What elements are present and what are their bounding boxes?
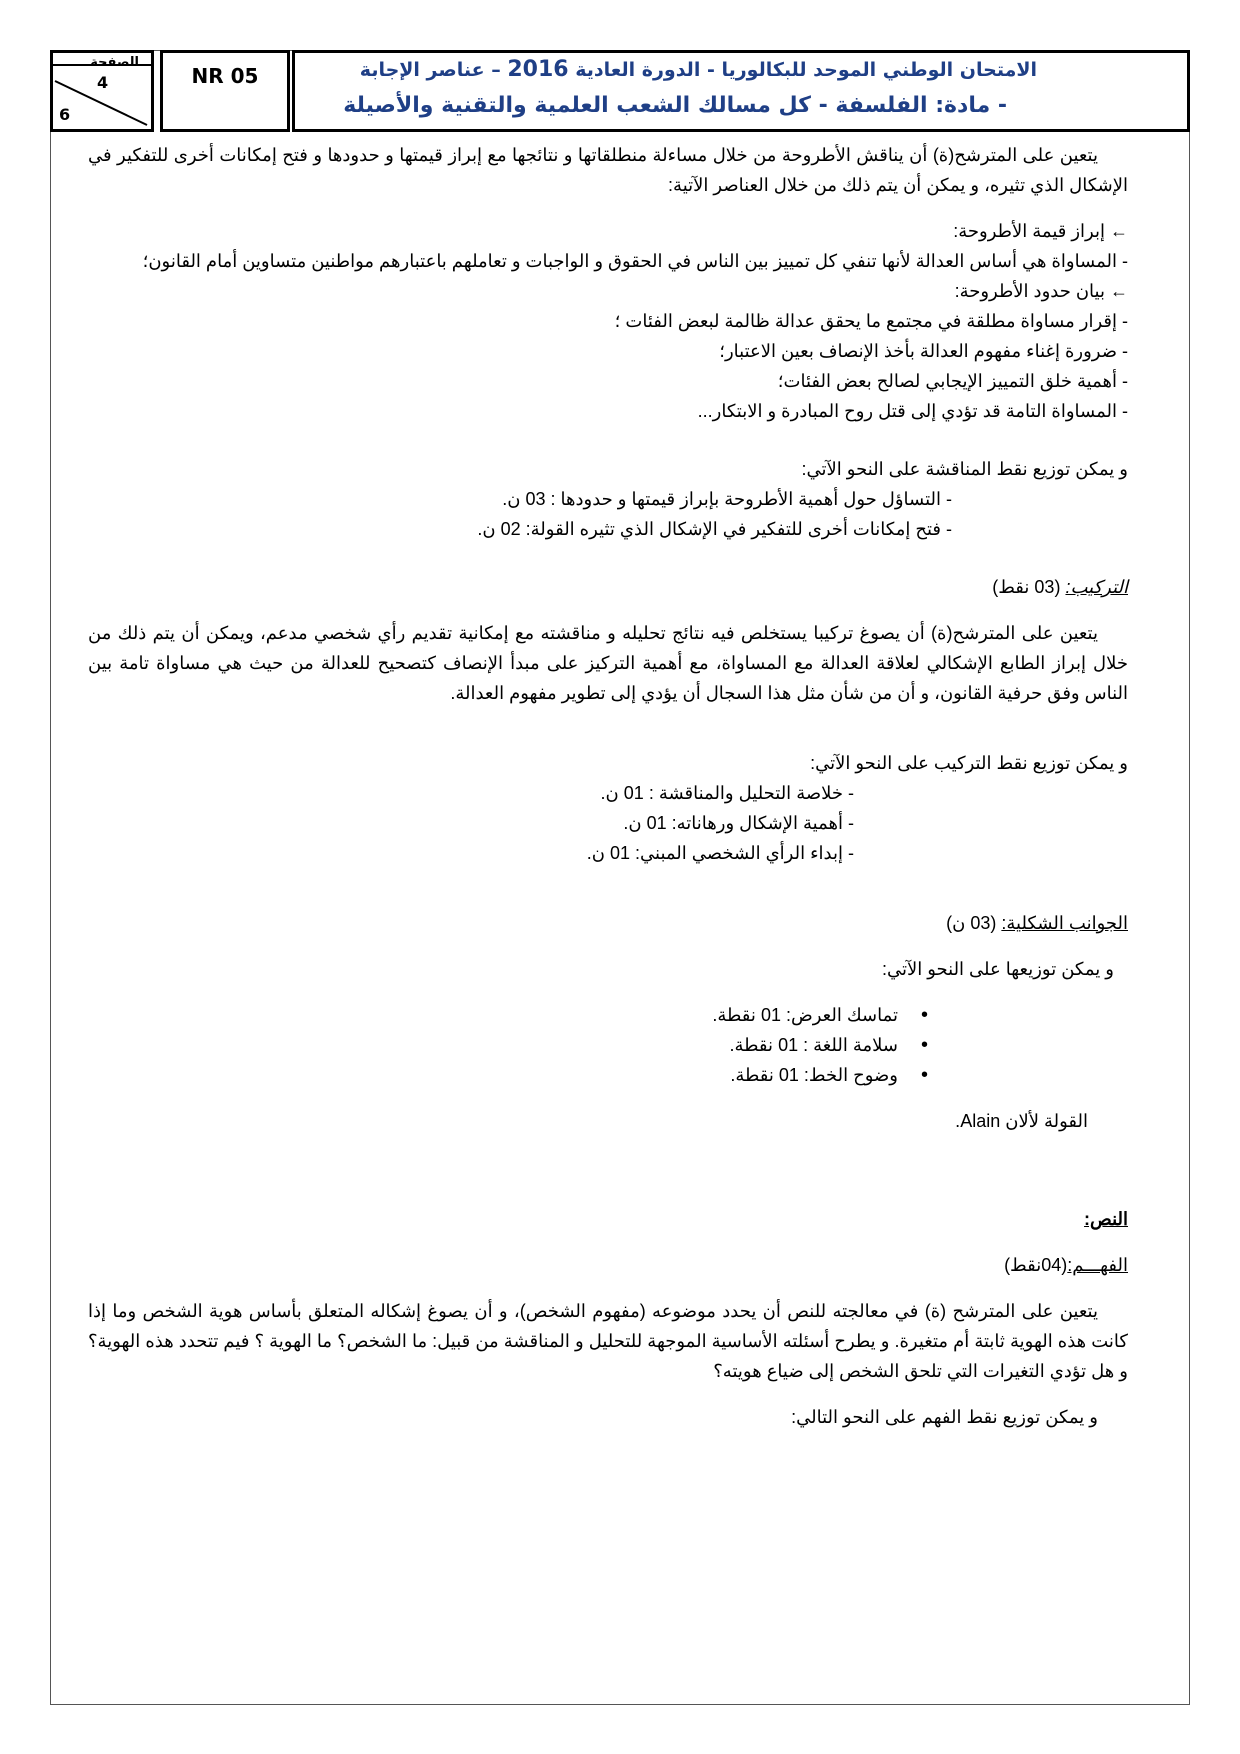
points-item: - التساؤل حول أهمية الأطروحة بإبراز قيمتها و حدودها : 03 ن. <box>502 489 952 509</box>
discussion-points-intro: و يمكن توزيع نقط المناقشة على النحو الآتي: <box>801 459 1128 479</box>
limits-item: - إقرار مساواة مطلقة في مجتمع ما يحقق عدالة ظالمة لبعض الفئات ؛ <box>614 311 1128 331</box>
page-number-box <box>50 50 154 132</box>
exam-title-line2: - مادة: الفلسفة - كل مسالك الشعب العلمية والتقنية والأصيلة <box>343 93 1007 118</box>
value-item: - المساواة هي أساس العدالة لأنها تنفي كل تمييز بين الناس في الحقوق و الواجبات و تعاملهم باعتبارهم مواطنين متساوين أمام القانون؛ <box>142 251 1128 271</box>
synthesis-heading <box>88 572 1128 602</box>
quote-attribution: القولة لألان Alain. <box>955 1111 1088 1131</box>
page-label: الصفحة <box>90 55 139 70</box>
understanding-title: الفهـــم: <box>1067 1255 1128 1275</box>
discussion-intro: يتعين على المترشح(ة) أن يناقش الأطروحة من خلال مساءلة منطلقاتها و نتائجها مع إبراز قيمتها و حدودها و فتح إمكانات أخرى للتفكير في الإشكال الذي تثيره، و يمكن أن يتم ذلك من خلال العناصر الآتية: <box>88 145 1128 195</box>
limits-heading: ← بيان حدود الأطروحة: <box>954 281 1128 301</box>
formal-score: (03 ن) <box>946 913 997 933</box>
page-current: 4 <box>97 73 109 92</box>
formal-list <box>88 1000 1128 1090</box>
page-header <box>50 50 1190 132</box>
list-item: • سلامة اللغة : 01 نقطة. <box>88 1030 898 1060</box>
document-body <box>88 140 1128 1432</box>
exam-year: 2016 <box>507 57 569 82</box>
exam-code: NR 05 <box>160 50 290 132</box>
formal-title: الجوانب الشكلية: <box>1001 913 1128 933</box>
exam-title-box <box>292 50 1190 132</box>
limits-item: - أهمية خلق التمييز الإيجابي لصالح بعض الفئات؛ <box>777 371 1128 391</box>
text-heading: النص: <box>1084 1209 1128 1229</box>
understanding-score: (04نقط) <box>1004 1255 1068 1275</box>
synthesis-score: (03 نقط) <box>992 577 1061 597</box>
list-item: • تماسك العرض: 01 نقطة. <box>88 1000 898 1030</box>
list-item: • وضوح الخط: 01 نقطة. <box>88 1060 898 1090</box>
points-item: - أهمية الإشكال ورهاناته: 01 ن. <box>623 813 854 833</box>
synthesis-points-intro: و يمكن توزيع نقط التركيب على النحو الآتي: <box>810 753 1128 773</box>
limits-item: - ضرورة إغناء مفهوم العدالة بأخذ الإنصاف بعين الاعتبار؛ <box>719 341 1128 361</box>
formal-intro: و يمكن توزيعها على النحو الآتي: <box>881 959 1114 979</box>
points-item: - إبداء الرأي الشخصي المبني: 01 ن. <box>586 843 854 863</box>
exam-title-line1: الامتحان الوطني الموحد للبكالوريا - الدورة العادية 2016 – عناصر الإجابة <box>359 57 1037 82</box>
points-item: - خلاصة التحليل والمناقشة : 01 ن. <box>600 783 854 803</box>
limits-item: - المساواة التامة قد تؤدي إلى قتل روح المبادرة و الابتكار... <box>697 401 1128 421</box>
text-intro: يتعين على المترشح (ة) في معالجته للنص أن يحدد موضوعه (مفهوم الشخص)، و أن يصوغ إشكاله المتعلق بأساس هوية الشخص وما إذا كانت هذه الهوية ثابتة أم متغيرة. و يطرح أسئلته الأساسية الموجهة للتحليل و المناقشة من قبيل: ما الشخص؟ ما الهوية ؟ فيم تتحدد هذه الهوية؟ و هل تؤدي التغيرات التي تلحق الشخص إلى ضياع هويته؟ <box>88 1301 1128 1381</box>
understanding-points-intro: و يمكن توزيع نقط الفهم على النحو التالي: <box>791 1407 1098 1427</box>
synthesis-title: التركيب: <box>1065 577 1128 597</box>
synthesis-text: يتعين على المترشح(ة) أن يصوغ تركيبا يستخلص فيه نتائج تحليله و مناقشته مع إمكانية تقديم رأي شخصي مدعم، ويمكن أن يتم ذلك من خلال إبراز الطابع الإشكالي لعلاقة العدالة مع المساواة، مع أهمية التركيز على مبدأ الإنصاف كتصحيح للعدالة من حيث هي مساواة تامة بين الناس وفق حرفية القانون، و أن من شأن مثل هذا السجال أن يؤدي إلى تطوير مفهوم العدالة. <box>88 623 1128 703</box>
points-item: - فتح إمكانات أخرى للتفكير في الإشكال الذي تثيره القولة: 02 ن. <box>477 519 952 539</box>
page-total: 6 <box>59 105 71 124</box>
value-heading: ← إبراز قيمة الأطروحة: <box>953 221 1128 241</box>
discussion-points <box>88 484 1128 544</box>
understanding-heading <box>88 1250 1128 1280</box>
synthesis-points <box>88 778 1128 868</box>
formal-heading <box>88 908 1128 938</box>
